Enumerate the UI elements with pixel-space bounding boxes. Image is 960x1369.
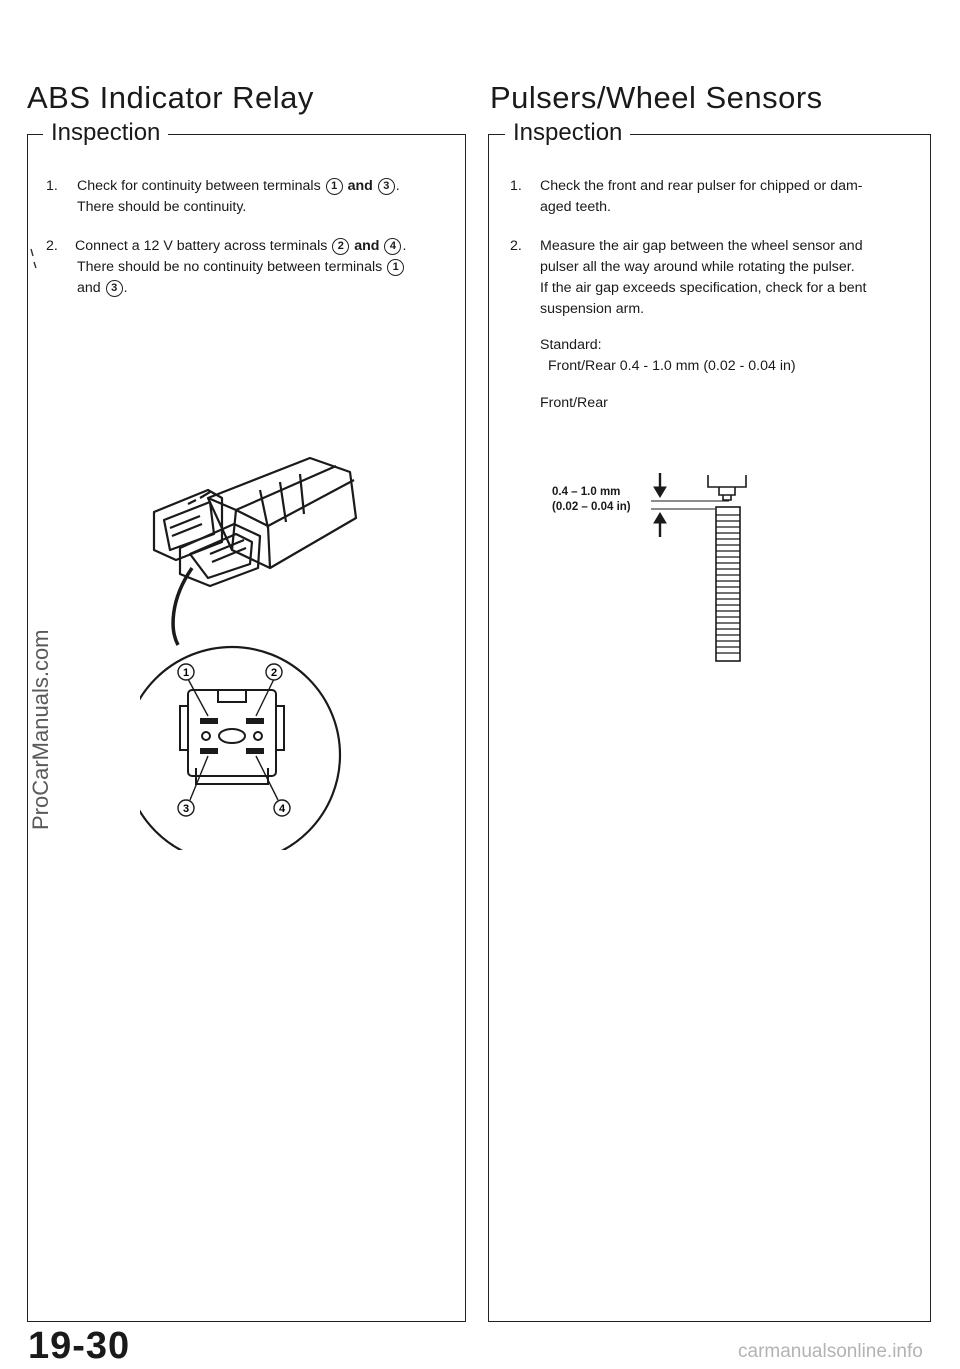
gap-dimension-label — [552, 485, 631, 515]
and-word: and — [354, 238, 380, 254]
step-text: and — [77, 280, 101, 296]
pulser-gap-diagram — [645, 465, 765, 665]
relay-illustration — [140, 450, 380, 850]
step-number: 1. — [510, 178, 522, 194]
step-text: There should be no continuity between terminals — [77, 259, 383, 275]
terminal-callout: 1 — [387, 259, 404, 276]
terminal-callout: 4 — [384, 238, 401, 255]
terminal-callout: 2 — [332, 238, 349, 255]
step-line: Measure the air gap between the wheel sensor and — [540, 238, 863, 254]
left-step-2 — [46, 236, 456, 302]
scan-mark — [28, 246, 40, 272]
step-line: Check the front and rear pulser for chipped or dam- — [540, 178, 863, 194]
standard-value: Front/Rear 0.4 - 1.0 mm (0.02 - 0.04 in) — [548, 358, 796, 374]
step-line: pulser all the way around while rotating the pulser. — [540, 259, 855, 275]
right-subtitle: Inspection — [505, 119, 630, 147]
left-subtitle: Inspection — [43, 119, 168, 147]
terminal-callout: 3 — [106, 280, 123, 297]
step-text: Connect a 12 V battery across terminals — [75, 238, 328, 254]
callout-1: 1 — [182, 667, 190, 679]
gap-mm: 0.4 – 1.0 mm — [552, 486, 621, 498]
right-step-1 — [510, 176, 910, 220]
step-line: There should be continuity. — [77, 199, 247, 215]
terminal-callout: 3 — [378, 178, 395, 195]
figure-label: Front/Rear — [540, 395, 608, 411]
and-word: and — [347, 178, 373, 194]
step-line: Connect a 12 V battery across terminals 2 and 4 . — [75, 238, 407, 254]
step-text: Check for continuity between terminals — [77, 178, 321, 194]
callout-2: 2 — [270, 667, 278, 679]
step-line: aged teeth. — [540, 199, 611, 215]
footer-url: carmanualsonline.info — [738, 1341, 923, 1362]
right-section-title: Pulsers/Wheel Sensors — [490, 80, 823, 115]
terminal-callout: 1 — [326, 178, 343, 195]
standard-label: Standard: — [540, 337, 602, 353]
step-line: and 3 . — [77, 280, 128, 296]
left-section-title: ABS Indicator Relay — [27, 80, 314, 115]
step-number: 2. — [510, 238, 522, 254]
step-line — [75, 257, 460, 278]
step-number: 2. — [46, 238, 58, 254]
step-line: If the air gap exceeds specification, check for a bent — [540, 280, 867, 296]
callout-4: 4 — [278, 803, 286, 815]
page-number: 19-30 — [28, 1325, 131, 1367]
step-number: 1. — [46, 178, 58, 194]
gap-in: (0.02 – 0.04 in) — [552, 501, 631, 513]
watermark: ProCarManuals.com — [28, 629, 53, 830]
left-step-1 — [46, 176, 456, 220]
callout-3: 3 — [182, 803, 190, 815]
right-step-2 — [510, 236, 910, 322]
step-line: suspension arm. — [540, 301, 645, 317]
step-line: Check for continuity between terminals 1 and 3 . — [77, 178, 400, 194]
